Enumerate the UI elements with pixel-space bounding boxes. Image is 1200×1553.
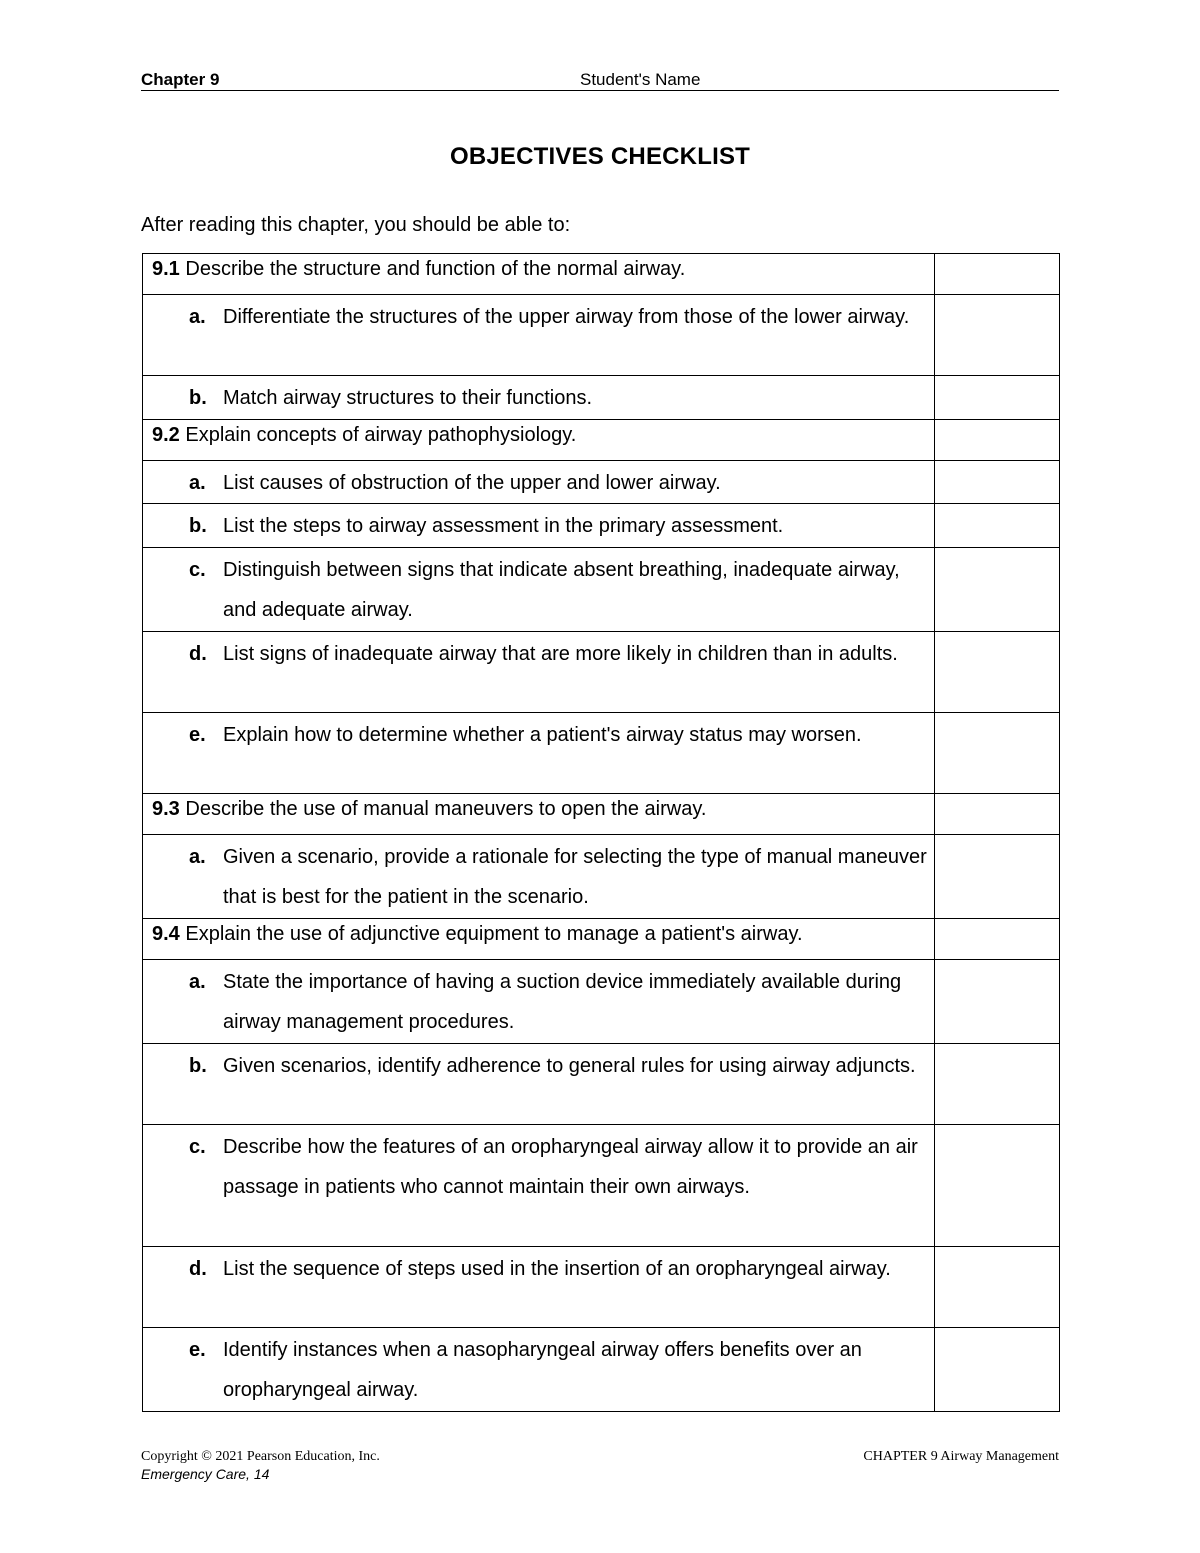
sub-letter: a. — [189, 306, 206, 328]
check-box[interactable] — [935, 419, 1060, 460]
sub-text: Match airway structures to their functions. — [223, 387, 593, 409]
sub-objective-row — [143, 1043, 1060, 1124]
sub-objective-row — [143, 295, 1060, 376]
objective-text: Describe the use of manual maneuvers to open the airway. — [185, 797, 707, 820]
sub-letter: d. — [189, 1257, 207, 1280]
objective-row — [143, 254, 1060, 295]
objective-text: Explain concepts of airway pathophysiology. — [185, 423, 577, 446]
student-name-label: Student's Name — [580, 70, 701, 89]
sub-text: State the importance of having a suction device immediately available during airway management procedures. — [223, 970, 902, 1033]
sub-letter: b. — [189, 387, 207, 409]
sub-letter: e. — [189, 1338, 206, 1361]
sub-letter: b. — [189, 515, 207, 537]
check-box[interactable] — [935, 460, 1060, 504]
sub-text: Differentiate the structures of the upper airway from those of the lower airway. — [223, 306, 910, 328]
check-box[interactable] — [935, 1327, 1060, 1411]
objective-row — [143, 419, 1060, 460]
sub-objective-row — [143, 547, 1060, 631]
sub-objective-row — [143, 504, 1060, 548]
sub-objective-row — [143, 460, 1060, 504]
sub-text: Describe how the features of an oropharyngeal airway allow it to provide an air passage in patients who cannot maintain their own airways. — [223, 1135, 918, 1198]
sub-letter: d. — [189, 642, 207, 665]
sub-text: Explain how to determine whether a patient's airway status may worsen. — [223, 723, 862, 746]
sub-letter: c. — [189, 558, 206, 581]
sub-text: Identify instances when a nasopharyngeal airway offers benefits over an oropharyngeal airway. — [223, 1338, 862, 1401]
check-box[interactable] — [935, 712, 1060, 793]
check-box[interactable] — [935, 295, 1060, 376]
objective-number: 9.3 — [152, 797, 180, 820]
sub-objective-row — [143, 1246, 1060, 1327]
check-box[interactable] — [935, 254, 1060, 295]
sub-letter: e. — [189, 723, 206, 746]
objective-text: Describe the structure and function of the normal airway. — [185, 258, 686, 280]
sub-letter: c. — [189, 1135, 206, 1158]
sub-objective-row — [143, 376, 1060, 420]
sub-objective-row — [143, 959, 1060, 1043]
check-box[interactable] — [935, 1124, 1060, 1246]
sub-text: Given scenarios, identify adherence to general rules for using airway adjuncts. — [223, 1054, 916, 1077]
sub-letter: a. — [189, 471, 206, 494]
objective-text: Explain the use of adjunctive equipment to manage a patient's airway. — [185, 922, 803, 945]
sub-objective-row — [143, 1327, 1060, 1411]
objective-number: 9.1 — [152, 258, 180, 280]
check-box[interactable] — [935, 376, 1060, 420]
objective-number: 9.4 — [152, 922, 180, 945]
objective-row — [143, 793, 1060, 834]
chapter-label: Chapter 9 — [141, 70, 220, 89]
sub-text: List the steps to airway assessment in the primary assessment. — [223, 515, 784, 537]
intro-text: After reading this chapter, you should be able to: — [141, 214, 571, 236]
sub-text: List causes of obstruction of the upper and lower airway. — [223, 471, 721, 494]
check-box[interactable] — [935, 834, 1060, 918]
page-header — [141, 70, 1059, 92]
objectives-table — [142, 253, 1060, 1412]
sub-objective-row — [143, 631, 1060, 712]
sub-objective-row — [143, 712, 1060, 793]
chapter-footer: CHAPTER 9 Airway Management — [863, 1449, 1059, 1464]
sub-text: Distinguish between signs that indicate absent breathing, inadequate airway, and adequate airway. — [223, 558, 900, 621]
objective-row — [143, 918, 1060, 959]
check-box[interactable] — [935, 547, 1060, 631]
header-rule — [141, 90, 1059, 91]
check-box[interactable] — [935, 793, 1060, 834]
sub-text: List the sequence of steps used in the insertion of an oropharyngeal airway. — [223, 1257, 891, 1280]
check-box[interactable] — [935, 1246, 1060, 1327]
sub-text: List signs of inadequate airway that are more likely in children than in adults. — [223, 642, 898, 665]
check-box[interactable] — [935, 918, 1060, 959]
page-title: OBJECTIVES CHECKLIST — [449, 143, 751, 170]
copyright-text: Copyright © 2021 Pearson Education, Inc. — [141, 1449, 380, 1464]
sub-text: Given a scenario, provide a rationale for selecting the type of manual maneuver that is best for the patient in the scenario. — [223, 845, 927, 908]
sub-objective-row — [143, 834, 1060, 918]
sub-letter: a. — [189, 845, 206, 868]
check-box[interactable] — [935, 631, 1060, 712]
sub-letter: a. — [189, 970, 206, 993]
check-box[interactable] — [935, 504, 1060, 548]
check-box[interactable] — [935, 959, 1060, 1043]
sub-objective-row — [143, 1124, 1060, 1246]
book-title: Emergency Care, 14 — [141, 1466, 270, 1482]
check-box[interactable] — [935, 1043, 1060, 1124]
objective-number: 9.2 — [152, 423, 180, 446]
sub-letter: b. — [189, 1054, 207, 1077]
